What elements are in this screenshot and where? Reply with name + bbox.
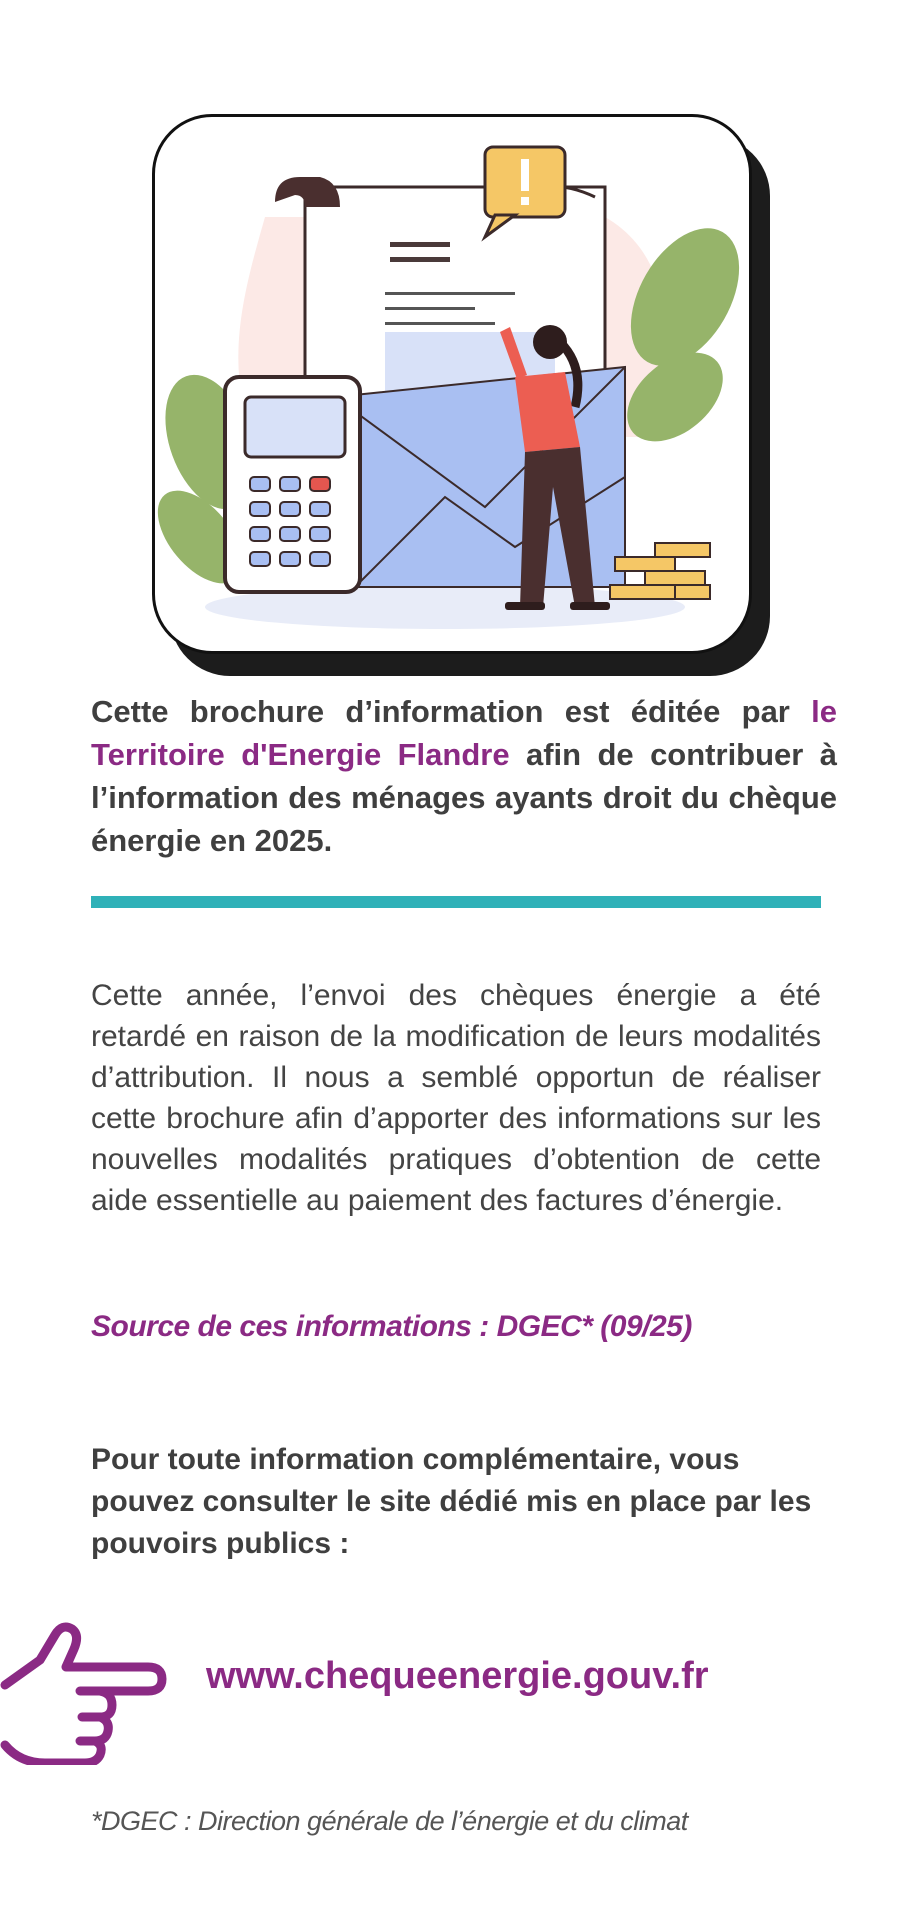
illustration-card	[152, 114, 757, 659]
section-divider	[91, 896, 821, 908]
pointing-hand-icon	[0, 1615, 170, 1765]
intro-paragraph	[91, 690, 837, 862]
source-note: Source de ces informations : DGEC* (09/25)	[91, 1310, 692, 1343]
website-link[interactable]: www.chequeenergie.gouv.fr	[206, 1655, 709, 1697]
intro-part2: afin de contribuer à l’information des ménages ayants droit du chèque énergie en 2025.	[91, 737, 837, 858]
illustration-frame	[152, 114, 752, 654]
intro-part1: Cette brochure d’information est éditée par	[91, 694, 812, 729]
footnote: *DGEC : Direction générale de l’énergie et du climat	[91, 1806, 688, 1836]
body-paragraph: Cette année, l’envoi des chèques énergie a été retardé en raison de la modification de leurs modalités d’attribution. Il nous a semblé opportun de réaliser cette brochure afin d’apporter des informations sur les nouvelles modalités pratiques d’obtention de cette aide essentielle au paiement des factures d’énergie.	[91, 979, 821, 1217]
intro-highlight-org: le Territoire d'Energie Flandre	[91, 694, 837, 772]
energy-bill-illustration	[155, 117, 752, 654]
more-info-paragraph: Pour toute information complémentaire, vous pouvez consulter le site dédié mis en place par les pouvoirs publics :	[91, 1443, 812, 1560]
